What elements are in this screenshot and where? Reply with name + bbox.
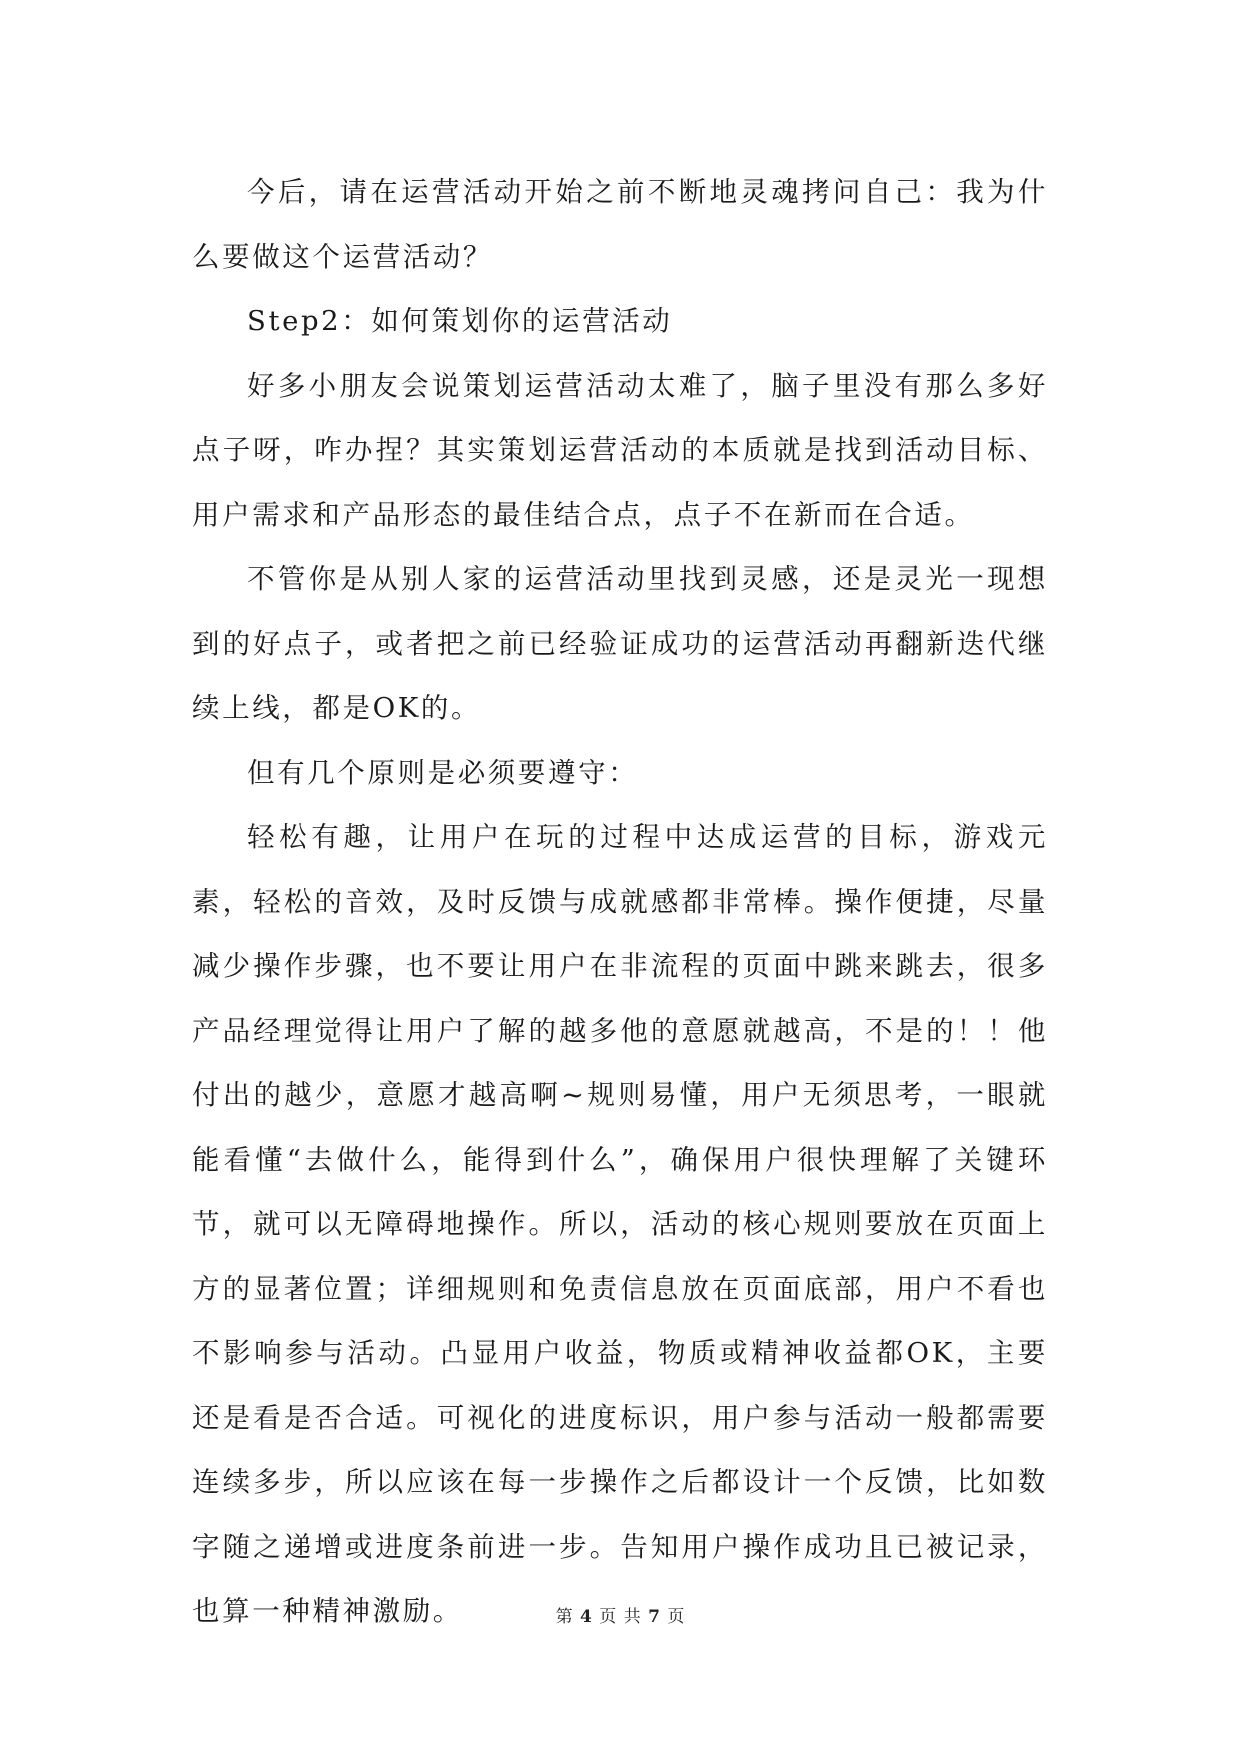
paragraph-4: 不管你是从别人家的运营活动里找到灵感，还是灵光一现想到的好点子，或者把之前已经验证成功的运营活动再翻新迭代继续上线，都是OK的。 xyxy=(192,563,1048,724)
paragraph-3: 好多小朋友会说策划运营活动太难了，脑子里没有那么多好点子呀，咋办捏？其实策划运营活动的本质就是找到活动目标、用户需求和产品形态的最佳结合点，点子不在新而在合适。 xyxy=(192,369,1048,531)
paragraph-6: 轻松有趣，让用户在玩的过程中达成运营的目标，游戏元素，轻松的音效，及时反馈与成就感都非常棒。操作便捷，尽量减少操作步骤，也不要让用户在非流程的页面中跳来跳去，很多产品经理觉得让用户了解的越多他的意愿就越高，不是的！！他付出的越少，意愿才越高啊~规则易懂，用户无须思考，一眼就能看懂“去做什么，能得到什么”，确保用户很快理解了关键环节，就可以无障碍地操作。所以，活动的核心规则要放在页面上方的显著位置；详细规则和免责信息放在页面底部，用户不看也不影响参与活动。凸显用户收益，物质或精神收益都OK，主要还是看是否合适。可视化的进度标识，用户参与活动一般都需要连续多步，所以应该在每一步操作之后都设计一个反馈，比如数字随之递增或进度条前进一步。告知用户操作成功且已被记录，也算一种精神激励。 xyxy=(192,821,1048,1627)
footer-suffix: 页 xyxy=(667,1607,686,1627)
body-text xyxy=(192,160,1048,1644)
paragraph-1: 今后，请在运营活动开始之前不断地灵魂拷问自己：我为什么要做这个运营活动？ xyxy=(192,176,1048,273)
footer-prefix: 第 xyxy=(555,1607,574,1627)
footer-middle: 页 共 xyxy=(599,1607,642,1627)
paragraph-5: 但有几个原则是必须要遵守： xyxy=(247,756,639,789)
footer-current-page: 4 xyxy=(580,1607,593,1627)
page-footer xyxy=(0,1602,1241,1627)
footer-total-pages: 7 xyxy=(648,1607,661,1627)
paragraph-2-heading: Step2：如何策划你的运营活动 xyxy=(247,305,673,337)
